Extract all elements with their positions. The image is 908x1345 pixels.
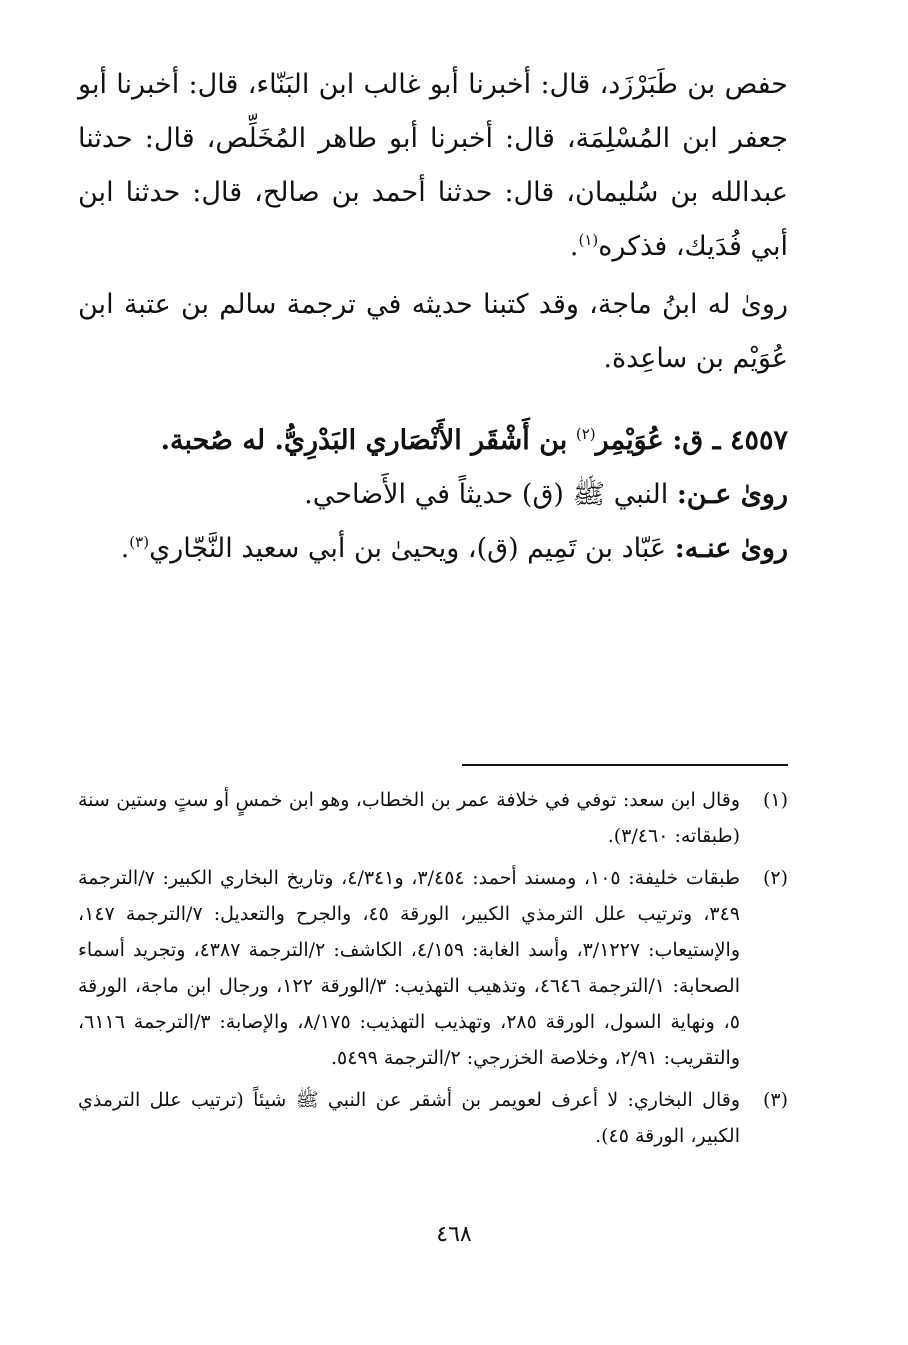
footnote-ref-3: (٣)	[129, 533, 150, 551]
footnote-ref-2: (٢)	[575, 425, 596, 443]
main-text	[78, 58, 788, 576]
page	[78, 58, 788, 1147]
entry-number: ٤٥٥٧ ـ ق:	[672, 425, 788, 456]
footnote-3	[78, 1082, 788, 1154]
isnad-end: .	[569, 231, 579, 262]
riwaya-anhu-end: .	[120, 533, 130, 564]
entry-name: عُوَيْمِر	[595, 425, 664, 456]
entry-rest: بن أَشْقَر الأَنْصَاري البَدْرِيُّ. له صُحبة.	[160, 425, 568, 456]
footnote-divider	[462, 764, 788, 766]
footnote-text: طبقات خليفة: ١٠٥، ومسند أحمد: ٣/٤٥٤، و٤/٣٤١، وتاريخ البخاري الكبير: ٧/الترجمة ٣٤٩، وترتيب علل الترمذي الكبير، الورقة ٤٥، والجرح والتعديل: ٧/الترجمة ١٤٧، والإستيعاب: ٣/١٢٢٧، وأسد الغابة: ٤/١٥٩، الكاشف: ٢/الترجمة ٤٣٨٧، وتجريد أسماء الصحابة: ١/الترجمة ٤٦٤٦، وتذهيب التهذيب: ٣/الورقة ١٢٢، ورجال ابن ماجة، الورقة ٥، ونهاية السول، الورقة ٢٨٥، وتهذيب التهذيب: ٨/١٧٥، والإصابة: ٣/الترجمة ٦١١٦، والتقريب: ٢/٩١، وخلاصة الخزرجي: ٢/الترجمة ٥٤٩٩.	[78, 867, 740, 1069]
paragraph-rawa: روىٰ له ابنُ ماجة، وقد كتبنا حديثه في ترجمة سالم بن عتبة ابن عُوَيْم بن ساعِدة.	[78, 289, 788, 374]
footnotes	[78, 782, 788, 1160]
riwaya-anhu-text: عَبّاد بن تَمِيم (ق)، ويحيىٰ بن أبي سعيد النَّجّاري	[149, 533, 667, 564]
riwaya-anhu-label: روىٰ عنـه:	[674, 533, 788, 564]
footnote-number: (١)	[762, 789, 788, 811]
paragraph-isnad	[78, 58, 788, 274]
riwaya-anhu	[78, 522, 788, 576]
footnote-number: (٢)	[762, 867, 788, 889]
footnote-2	[78, 860, 788, 1076]
isnad-text: حفص بن طَبَرْزَد، قال: أخبرنا أبو غالب ابن البَنّاء، قال: أخبرنا أبو جعفر ابن المُسْلِمَة، قال: أخبرنا أبو طاهر المُخَلِّص، قال: حدثنا عبدالله بن سُليمان، قال: حدثنا أحمد بن صالح، قال: حدثنا ابن أبي فُدَيك، فذكره	[78, 69, 788, 262]
biography-entry-heading	[78, 414, 788, 468]
footnote-number: (٣)	[762, 1089, 788, 1111]
riwaya-an-text: النبي ﷺ (ق) حديثاً في الأَضاحي.	[304, 479, 669, 510]
riwaya-an	[78, 468, 788, 522]
footnote-1	[78, 782, 788, 854]
footnote-ref-1: (١)	[578, 231, 599, 249]
footnote-text: وقال ابن سعد: توفي في خلافة عمر بن الخطاب، وهو ابن خمسٍ أو ستٍ وستين سنة (طبقاته: ٣/٤٦٠).	[78, 789, 740, 847]
page-number: ٤٦٨	[436, 1222, 472, 1247]
footnote-text: وقال البخاري: لا أعرف لعويمر بن أشقر عن النبي ﷺ شيئاً (ترتيب علل الترمذي الكبير، الورقة ٤٥).	[78, 1089, 740, 1147]
riwaya-an-label: روىٰ عـن:	[676, 479, 788, 510]
